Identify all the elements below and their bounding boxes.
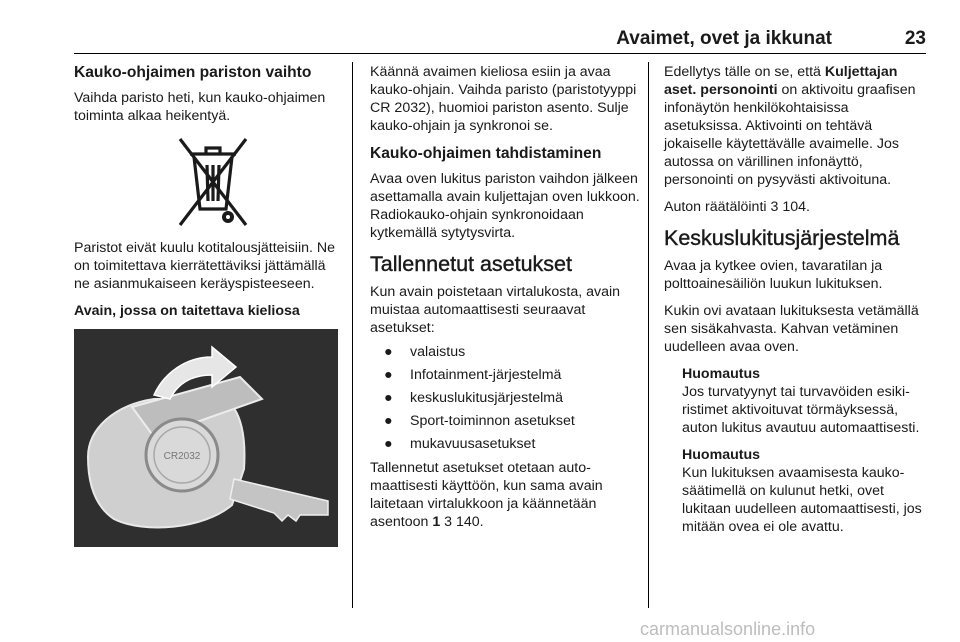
page-ref-link[interactable]: 140. — [456, 514, 484, 530]
crossed-bin-icon — [176, 135, 250, 229]
key-battery-image — [74, 329, 338, 547]
page-ref-icon: 3 — [444, 514, 453, 530]
ignition-position: 1 — [432, 514, 441, 530]
paragraph-saved-restore: Tallennetut asetukset otetaan automaattisesti käyttöön, kun sama avain laitetaan virtalukkoon ja käännetään asentoon 1 3 140. — [370, 460, 603, 530]
section-heading-battery: Kauko-ohjaimen pariston vaihto — [74, 64, 312, 81]
page-number: 23 — [904, 28, 926, 49]
section-heading-sync: Kauko-ohjaimen tahdistaminen — [370, 145, 602, 162]
paragraph-sync: Avaa oven lukitus pariston vaihdon jälkeen asettamalla avain kuljettajan oven lukkoon. Radiokauko-ohjain synkronoidaan kytkemällä sytytysvirta. — [370, 171, 640, 241]
page-ref-link[interactable]: 104. — [782, 199, 810, 215]
note-text: Kun lukituksen avaamisesta kauko-säätimellä on kulunut hetki, ovet lukitaan uudelleen automaattisesti, jos mitään ovea ei ole avattu. — [682, 465, 922, 535]
paragraph-saved-intro: Kun avain poistetaan virtalukosta, avain muistaa automaattisesti seuraavat asetukset: — [370, 284, 621, 336]
paragraph-replace-steps: Käännä avaimen kieliosa esiin ja avaa kauko-ohjain. Vaihda paristo (paristotyyppi CR 2032), huomioi pariston asento. Sulje kauko-ohjain ja synkronoi se. — [370, 64, 637, 134]
svg-text:CR2032: CR2032 — [163, 451, 201, 462]
column-1 — [74, 63, 342, 547]
column-2 — [370, 63, 640, 540]
saved-settings-list — [370, 343, 640, 453]
list-item: ● keskuslukitusjärjestelmä — [384, 390, 563, 406]
paragraph-locking-1: Avaa ja kytkee ovien, tavaratilan ja polttoainesäiliön luukun lukituksen. — [664, 258, 883, 292]
note-title: Huomautus — [682, 447, 761, 463]
watermark: carmanualsonline.info — [640, 619, 816, 639]
column-divider-1 — [352, 62, 353, 608]
running-title: Avaimet, ovet ja ikkunat — [616, 28, 832, 49]
list-item: ● Sport-toiminnon asetukset — [384, 413, 575, 429]
bullet-icon: ● — [384, 367, 393, 383]
list-item: ● mukavuusasetukset — [384, 436, 536, 452]
list-item: ● Infotainment-järjestelmä — [384, 367, 562, 383]
paragraph-battery-disposal: Paristot eivät kuulu kotitalousjätteisiin. Ne on toimitettava kierrätettäviksi jättämällä ne asianmukaiseen keräyspisteeseen. — [74, 240, 336, 292]
bullet-icon: ● — [384, 390, 393, 406]
paragraph-locking-2: Kukin ovi avataan lukituksesta vetämällä sen sisäkahvasta. Kahvan vetäminen uudelleen avaa oven. — [664, 303, 919, 355]
figure-caption: Avain, jossa on taitettava kieliosa — [74, 303, 300, 319]
note-text: Jos turvatyynyt tai turvavöiden esikiristimet aktivoituvat törmäyksessä, auton lukitus avautuu automaattisesti. — [682, 384, 920, 436]
section-heading-saved-settings: Tallennetut asetukset — [370, 252, 572, 276]
note-relock — [682, 446, 930, 536]
paragraph-personalization: Edellytys tälle on se, että Kuljettajan aset. personointi on aktivoitu graafisen infonäytön henkilökohtaisissa asetuksissa. Aktivointi on tehtävä jokaiselle käytettävälle avaimelle. Jos autossa on värillinen infonäyttö, personointi on pysyvästi aktivoituna. — [664, 64, 916, 188]
column-divider-2 — [648, 62, 649, 608]
bullet-icon: ● — [384, 344, 393, 360]
note-title: Huomautus — [682, 366, 761, 382]
setting-name: Kuljettajan aset. personointi — [664, 64, 898, 98]
note-airbags — [682, 365, 930, 437]
header-rule — [74, 53, 926, 54]
paragraph-battery-intro: Vaihda paristo heti, kun kauko-ohjaimen toiminta alkaa heikentyä. — [74, 90, 326, 124]
bullet-icon: ● — [384, 413, 393, 429]
list-item: ● valaistus — [384, 344, 466, 360]
page-ref-icon: 3 — [770, 199, 779, 215]
bullet-icon: ● — [384, 436, 393, 452]
column-3 — [664, 63, 930, 536]
section-heading-central-locking: Keskuslukitusjärjestelmä — [664, 226, 900, 250]
paragraph-customization-ref: Auton räätälöinti 3 104. — [664, 199, 810, 215]
